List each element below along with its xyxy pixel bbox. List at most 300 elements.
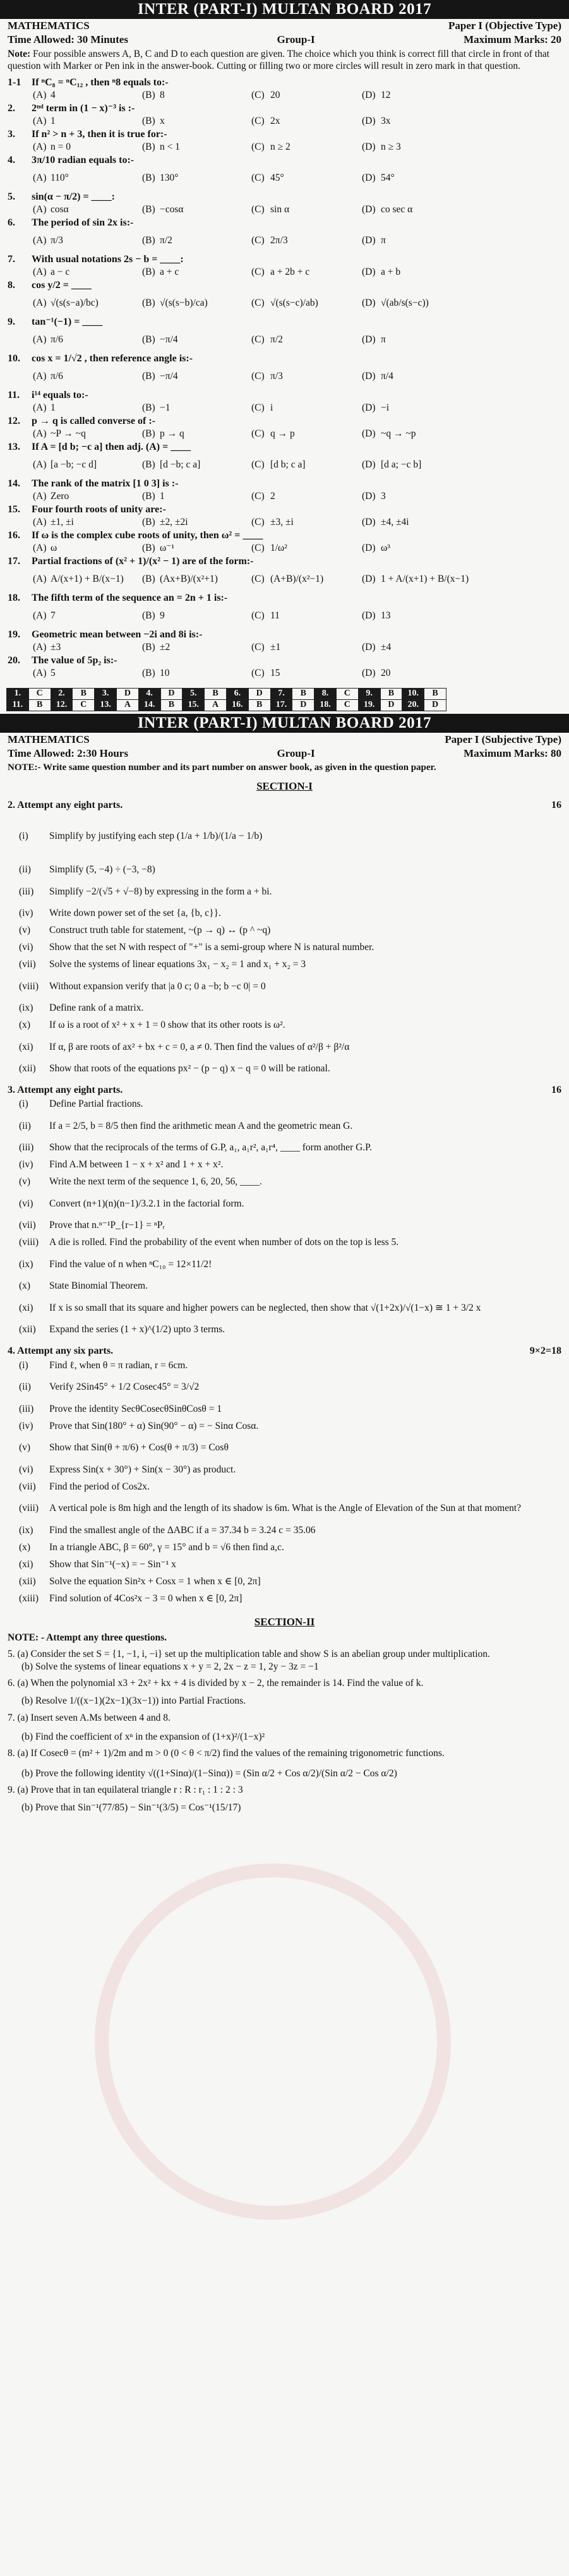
option-b: 10 xyxy=(160,667,170,678)
part-number: (xi) xyxy=(19,1041,33,1052)
option-d: ω³ xyxy=(381,542,390,553)
option-a: 1 xyxy=(51,402,56,413)
question-text: Partial fractions of (x² + 1)/(x² − 1) are of the form:- xyxy=(32,555,254,567)
part-number: (i) xyxy=(19,1098,28,1110)
option-d-label: (D) xyxy=(362,402,376,413)
options-row xyxy=(8,141,561,154)
option-c-label: (C) xyxy=(251,402,265,413)
part-text: Find the period of Cos2x. xyxy=(49,1481,150,1492)
option-a: 7 xyxy=(51,610,56,622)
options-row xyxy=(8,328,561,352)
question-text: The period of sin 2x is:- xyxy=(32,217,134,228)
option-c-label: (C) xyxy=(251,115,265,126)
part-number: (v) xyxy=(19,925,31,936)
option-a: [a −b; −c d] xyxy=(51,459,97,471)
option-c-label: (C) xyxy=(251,203,265,215)
part-number: (ii) xyxy=(19,1120,31,1131)
key-answer: B xyxy=(73,688,95,699)
long-question-part: (b) Prove the following identity √((1+Sinα)/(1−Sinα)) = (Sin α/2 + Cos α/2)/(Sin α/2 − Cos α/2) xyxy=(21,1767,397,1779)
key-number: 20. xyxy=(402,699,424,711)
part-number: (x) xyxy=(19,1280,31,1292)
part-number: (xii) xyxy=(19,1063,36,1074)
paper-type: Paper I (Subjective Type) xyxy=(445,733,561,745)
key-answer: C xyxy=(73,699,95,711)
option-c: π/3 xyxy=(270,371,283,382)
option-a: π/3 xyxy=(51,235,63,246)
question-stem xyxy=(8,529,561,542)
option-d-label: (D) xyxy=(362,141,376,152)
option-a-label: (A) xyxy=(33,610,47,622)
option-b-label: (B) xyxy=(142,641,155,653)
option-a: ±3 xyxy=(51,641,61,653)
group-label: Group-I xyxy=(277,33,315,45)
option-b-label: (B) xyxy=(142,298,155,309)
option-b: −π/4 xyxy=(160,334,178,346)
short-question xyxy=(0,1096,569,1113)
long-question-part: (b) Prove that Sin⁻¹(77/85) − Sin⁻¹(3/5) = Cos⁻¹(15/17) xyxy=(21,1802,241,1814)
part-text: Define rank of a matrix. xyxy=(49,1002,144,1014)
question-number: 13. xyxy=(8,441,20,452)
question-number: 8. xyxy=(8,279,15,291)
option-b: n < 1 xyxy=(160,141,180,152)
key-answer: B xyxy=(160,699,183,711)
subject-label: MATHEMATICS xyxy=(8,733,90,745)
question-number: 3. xyxy=(8,128,15,140)
option-c-label: (C) xyxy=(251,334,265,346)
mcq-question xyxy=(0,629,569,654)
option-c-label: (C) xyxy=(251,235,265,246)
option-d: n ≥ 3 xyxy=(381,141,401,152)
option-a-label: (A) xyxy=(33,490,47,502)
question-number: 5. xyxy=(8,191,15,202)
part-number: (xii) xyxy=(19,1324,36,1335)
key-answer: B xyxy=(248,699,270,711)
options-row xyxy=(8,203,561,217)
long-question xyxy=(0,1677,569,1707)
option-a-label: (A) xyxy=(33,402,47,413)
key-number: 3. xyxy=(95,688,117,699)
option-b: x xyxy=(160,115,165,126)
key-number: 19. xyxy=(358,699,380,711)
option-a-label: (A) xyxy=(33,235,47,246)
option-b-label: (B) xyxy=(142,402,155,413)
key-number: 11. xyxy=(7,699,29,711)
short-question xyxy=(0,1061,569,1078)
short-question xyxy=(0,1157,569,1174)
short-question xyxy=(0,1234,569,1251)
part-text: Find A.M between 1 − x + x² and 1 + x + x². xyxy=(49,1159,224,1171)
part-text: A die is rolled. Find the probability of the event when number of dots on the top is less 5. xyxy=(49,1237,399,1248)
question-stem xyxy=(8,253,561,266)
short-question xyxy=(0,1417,569,1435)
question-text: sin(α − π/2) = ____: xyxy=(32,191,115,202)
question-stem xyxy=(8,654,561,667)
option-a: 110° xyxy=(51,172,69,184)
option-b: (Ax+B)/(x²+1) xyxy=(160,574,218,585)
key-answer: D xyxy=(380,699,402,711)
option-b-label: (B) xyxy=(142,542,155,553)
option-a: ±1, ±i xyxy=(51,516,74,527)
key-answer: B xyxy=(380,688,402,699)
option-b: a + c xyxy=(160,266,179,277)
section-note: NOTE: - Attempt any three questions. xyxy=(8,1632,167,1643)
part-number: (i) xyxy=(19,1359,28,1371)
key-number: 10. xyxy=(402,688,424,699)
option-b: p → q xyxy=(160,428,184,439)
subjective-header-row1 xyxy=(0,733,569,747)
question-heading: 2. Attempt any eight parts. 16 xyxy=(8,799,561,810)
question-text: If ω is the complex cube roots of unity, then ω² = ____ xyxy=(32,529,263,541)
key-number: 17. xyxy=(270,699,292,711)
question-stem xyxy=(8,279,561,292)
option-c: sin α xyxy=(270,203,290,215)
option-a-label: (A) xyxy=(33,89,47,100)
part-text: A vertical pole is 8m high and the length of its shadow is 6m. What is the Angle of Elevation of the Sun at that moment? xyxy=(49,1503,522,1514)
option-d: √(ab/s(s−c)) xyxy=(381,298,429,309)
option-a: cosα xyxy=(51,203,69,215)
part-text: Show that Sin⁻¹(−x) = − Sin⁻¹ x xyxy=(49,1558,176,1570)
mcq-question xyxy=(0,279,569,316)
option-b-label: (B) xyxy=(142,428,155,439)
option-c: (A+B)/(x²−1) xyxy=(270,574,324,585)
short-question xyxy=(0,1140,569,1157)
short-question xyxy=(0,1400,569,1417)
option-c-label: (C) xyxy=(251,266,265,277)
option-c: ±3, ±i xyxy=(270,516,294,527)
subjective-banner: INTER (PART-I) MULTAN BOARD 2017 xyxy=(0,714,569,733)
key-answer: D xyxy=(424,699,446,711)
short-question xyxy=(0,1357,569,1374)
question-stem xyxy=(8,102,561,115)
option-b-label: (B) xyxy=(142,115,155,126)
key-number: 5. xyxy=(183,688,205,699)
key-answer: B xyxy=(28,699,51,711)
question-number: 10. xyxy=(8,352,20,364)
long-question xyxy=(0,1747,569,1780)
subjective-header-row2 xyxy=(0,747,569,761)
option-c-label: (C) xyxy=(251,172,265,184)
question-stem xyxy=(8,316,561,328)
long-question-part: 9. (a) Prove that in tan equilateral triangle r : R : r₁ : 1 : 2 : 3 xyxy=(8,1785,243,1796)
section-title: SECTION-II xyxy=(254,1616,315,1628)
option-d: 3x xyxy=(381,115,391,126)
question-number: 11. xyxy=(8,389,20,400)
question-number: 19. xyxy=(8,629,20,640)
question-heading: 3. Attempt any eight parts. 16 xyxy=(8,1085,561,1096)
part-number: (xi) xyxy=(19,1302,33,1313)
option-a-label: (A) xyxy=(33,203,47,215)
question-stem xyxy=(8,415,561,428)
option-a-label: (A) xyxy=(33,459,47,471)
option-b-label: (B) xyxy=(142,490,155,502)
option-b: −π/4 xyxy=(160,371,178,382)
option-c: 2x xyxy=(270,115,280,126)
option-a-label: (A) xyxy=(33,298,47,309)
short-question xyxy=(0,1000,569,1017)
option-d: co sec α xyxy=(381,203,413,215)
part-number: (i) xyxy=(19,830,28,841)
option-c-label: (C) xyxy=(251,428,265,439)
option-b: π/2 xyxy=(160,235,172,246)
option-a: π/6 xyxy=(51,371,63,382)
option-a: √(s(s−a)/bc) xyxy=(51,298,99,309)
short-question xyxy=(0,1017,569,1034)
key-answer: D xyxy=(292,699,314,711)
option-d: π xyxy=(381,235,386,246)
key-answer: D xyxy=(116,688,138,699)
options-row xyxy=(8,542,561,555)
part-number: (iv) xyxy=(19,1159,33,1171)
part-text: If x is so small that its square and higher powers can be neglected, then show that √(1+2x)/√(1−x) ≅ 1 + 3/2 x xyxy=(49,1302,481,1313)
part-number: (iii) xyxy=(19,886,34,897)
part-text: Show that Sin(θ + π/6) + Cos(θ + π/3) = Cosθ xyxy=(49,1442,229,1454)
question-text: With usual notations 2s − b = ____: xyxy=(32,253,184,265)
options-row xyxy=(8,89,561,102)
option-d-label: (D) xyxy=(362,235,376,246)
option-a: n = 0 xyxy=(51,141,71,152)
options-row xyxy=(8,292,561,316)
subjective-note: NOTE:- Write same question number and its part number on answer book, as given in the question paper. xyxy=(8,762,436,773)
long-question-part: 8. (a) If Cosecθ = (m² + 1)/2m and m > 0 (0 < θ < π/2) find the values of the remaining trigonometric functions. xyxy=(8,1747,445,1759)
key-number: 12. xyxy=(51,699,73,711)
mcq-question xyxy=(0,102,569,128)
part-text: Write down power set of the set {a, {b, c}}. xyxy=(49,908,221,919)
option-d-label: (D) xyxy=(362,667,376,678)
question-heading: 4. Attempt any six parts. 9×2=18 xyxy=(8,1345,561,1357)
mcq-question xyxy=(0,555,569,592)
option-a-label: (A) xyxy=(33,574,47,585)
option-c-label: (C) xyxy=(251,490,265,502)
option-b-label: (B) xyxy=(142,203,155,215)
part-text: Simplify by justifying each step (1/a + 1/b)/(1/a − 1/b) xyxy=(49,830,263,841)
option-a-label: (A) xyxy=(33,334,47,346)
part-text: Show that roots of the equations px² − (p − q) x − q = 0 will be rational. xyxy=(49,1063,330,1074)
option-b-label: (B) xyxy=(142,574,155,585)
option-a: 4 xyxy=(51,89,56,100)
question-stem xyxy=(8,441,561,454)
max-marks: Maximum Marks: 20 xyxy=(464,33,561,45)
key-answer: C xyxy=(28,688,51,699)
part-number: (xi) xyxy=(19,1558,33,1570)
option-b: [d −b; c a] xyxy=(160,459,201,471)
options-row xyxy=(8,229,561,253)
short-question xyxy=(0,879,569,905)
option-b-label: (B) xyxy=(142,610,155,622)
question-number: 6. xyxy=(8,217,15,228)
part-number: (iii) xyxy=(19,1142,34,1153)
option-a: 1 xyxy=(51,115,56,126)
mcq-question xyxy=(0,478,569,503)
question-stem xyxy=(8,352,561,365)
mcq-question xyxy=(0,76,569,102)
question-text: If A = [d b; −c a] then adj. (A) = ____ xyxy=(32,441,191,452)
option-a: ω xyxy=(51,542,57,553)
option-b: −1 xyxy=(160,402,171,413)
option-c-label: (C) xyxy=(251,89,265,100)
mcq-question xyxy=(0,592,569,629)
option-b: 8 xyxy=(160,89,165,100)
option-d: 54° xyxy=(381,172,395,184)
option-d: a + b xyxy=(381,266,401,277)
question-text: Four fourth roots of unity are:- xyxy=(32,503,166,515)
mcq-question xyxy=(0,654,569,680)
short-question-list xyxy=(0,1357,569,1607)
options-row xyxy=(8,667,561,680)
long-question-part: (b) Solve the systems of linear equations x + y = 2, 2x − z = 1, 2y − 3z = −1 xyxy=(21,1661,319,1673)
option-b: 9 xyxy=(160,610,165,622)
option-a: π/6 xyxy=(51,334,63,346)
long-question xyxy=(0,1712,569,1743)
long-question-part: (b) Find the coefficient of xⁿ in the expansion of (1+x)²/(1−x)² xyxy=(21,1731,265,1742)
part-number: (v) xyxy=(19,1176,31,1188)
options-row xyxy=(8,365,561,389)
key-answer: D xyxy=(248,688,270,699)
part-number: (iv) xyxy=(19,1420,33,1431)
objective-header-row2 xyxy=(0,33,569,47)
option-d: ~q → ~p xyxy=(381,428,416,439)
part-number: (x) xyxy=(19,1541,31,1553)
part-text: Define Partial fractions. xyxy=(49,1098,143,1110)
option-d-label: (D) xyxy=(362,610,376,622)
part-text: Prove that n.ⁿ⁻¹P_{r−1} = ⁿPᵣ xyxy=(49,1220,165,1231)
option-d-label: (D) xyxy=(362,172,376,184)
question-number: 14. xyxy=(8,478,20,489)
option-b-label: (B) xyxy=(142,334,155,346)
key-answer: B xyxy=(424,688,446,699)
part-number: (xiii) xyxy=(19,1592,39,1604)
part-number: (x) xyxy=(19,1020,31,1031)
option-c: ±1 xyxy=(270,641,281,653)
short-question xyxy=(0,1556,569,1573)
option-d: π xyxy=(381,334,386,346)
option-c: 2π/3 xyxy=(270,235,288,246)
option-d: ±4, ±4i xyxy=(381,516,409,527)
mcq-question xyxy=(0,316,569,352)
option-d: 1 + A/(x+1) + B/(x−1) xyxy=(381,574,469,585)
key-number: 15. xyxy=(183,699,205,711)
options-row xyxy=(8,402,561,415)
question-number: 15. xyxy=(8,503,20,515)
option-c-label: (C) xyxy=(251,516,265,527)
option-c-label: (C) xyxy=(251,542,265,553)
part-text: Verify 2Sin45° + 1/2 Cosec45° = 3/√2 xyxy=(49,1381,200,1393)
part-text: Simplify (5, −4) ÷ (−3, −8) xyxy=(49,864,155,876)
part-text: Find the value of n when ⁿC₁₀ = 12×11/2! xyxy=(49,1258,212,1270)
short-question xyxy=(0,1174,569,1191)
part-text: Prove that Sin(180° + α) Sin(90° − α) = − Sinα Cosα. xyxy=(49,1420,259,1431)
question-text: 2ⁿᵈ term in (1 − x)⁻³ is :- xyxy=(32,102,135,114)
option-b-label: (B) xyxy=(142,667,155,678)
option-d: 3 xyxy=(381,490,386,502)
mcq-question xyxy=(0,253,569,279)
part-number: (v) xyxy=(19,1442,31,1454)
part-number: (iii) xyxy=(19,1403,34,1414)
short-question xyxy=(0,905,569,922)
question-text: i¹⁴ equals to:- xyxy=(32,389,88,400)
question-stem xyxy=(8,217,561,229)
key-number: 6. xyxy=(226,688,248,699)
option-d-label: (D) xyxy=(362,371,376,382)
option-d-label: (D) xyxy=(362,428,376,439)
option-c: a + 2b + c xyxy=(270,266,310,277)
key-answer: B xyxy=(205,688,227,699)
part-text: If α, β are roots of ax² + bx + c = 0, a ≠ 0. Then find the values of α²/β + β²/α xyxy=(49,1041,350,1052)
key-number: 8. xyxy=(314,688,337,699)
option-c: 2 xyxy=(270,490,275,502)
question-stem xyxy=(8,128,561,141)
long-question-part: (b) Resolve 1/((x−1)(2x−1)(3x−1)) into Partial Fractions. xyxy=(21,1695,246,1707)
key-number: 1. xyxy=(7,688,29,699)
key-answer: C xyxy=(336,688,358,699)
options-row xyxy=(8,454,561,478)
option-c-label: (C) xyxy=(251,371,265,382)
option-d-label: (D) xyxy=(362,490,376,502)
answer-key xyxy=(6,688,446,711)
option-d-label: (D) xyxy=(362,334,376,346)
part-text: Show that the reciprocals of the terms of G.P, a₁, a₁r², a₁r⁴, ____ form another G.P. xyxy=(49,1142,372,1153)
option-a-label: (A) xyxy=(33,542,47,553)
option-a: a − c xyxy=(51,266,70,277)
part-number: (vii) xyxy=(19,1220,36,1231)
question-number: 16. xyxy=(8,529,20,541)
mcq-list xyxy=(0,76,569,680)
option-d-label: (D) xyxy=(362,266,376,277)
part-number: (viii) xyxy=(19,1237,39,1248)
short-question xyxy=(0,1435,569,1461)
question-stem xyxy=(8,76,561,89)
part-text: In a triangle ABC, β = 60°, γ = 15° and b = √6 then find a,c. xyxy=(49,1541,284,1553)
long-question-part: 7. (a) Insert seven A.Ms between 4 and 8. xyxy=(8,1712,171,1723)
short-question xyxy=(0,922,569,939)
question-number: 7. xyxy=(8,253,15,265)
part-number: (viii) xyxy=(19,980,39,992)
options-row xyxy=(8,568,561,592)
part-number: (vi) xyxy=(19,1198,33,1209)
part-number: (ii) xyxy=(19,864,31,876)
answer-key-row xyxy=(7,688,446,699)
option-a-label: (A) xyxy=(33,115,47,126)
option-c: √(s(s−c)/ab) xyxy=(270,298,318,309)
option-a-label: (A) xyxy=(33,428,47,439)
option-c: [d b; c a] xyxy=(270,459,306,471)
option-b: ω⁻¹ xyxy=(160,542,175,553)
part-text: State Binomial Theorem. xyxy=(49,1280,148,1292)
key-answer: D xyxy=(160,688,183,699)
option-a: ~P → ~q xyxy=(51,428,86,439)
part-text: Convert (n+1)(n)(n−1)/3.2.1 in the factorial form. xyxy=(49,1198,244,1209)
part-text: Show that the set N with respect of "+" is a semi-group where N is natural number. xyxy=(49,942,374,953)
long-question xyxy=(0,1784,569,1814)
part-text: If a = 2/5, b = 8/5 then find the arithmetic mean A and the geometric mean G. xyxy=(49,1120,353,1131)
question-text: The value of 5p₂ is:- xyxy=(32,654,117,666)
question-text: p → q is called converse of :- xyxy=(32,415,155,426)
part-text: Find solution of 4Cos²x − 3 = 0 when x ∈ [0, 2π] xyxy=(49,1592,243,1604)
option-a-label: (A) xyxy=(33,516,47,527)
short-question xyxy=(0,1251,569,1278)
question-text: The fifth term of the sequence an = 2n + 1 is:- xyxy=(32,592,228,603)
question-text: Geometric mean between −2i and 8i is:- xyxy=(32,629,203,640)
question-number: 20. xyxy=(8,654,20,666)
mcq-question xyxy=(0,503,569,529)
question-text: cos y/2 = ____ xyxy=(32,279,92,291)
option-d: 20 xyxy=(381,667,391,678)
part-number: (ix) xyxy=(19,1002,33,1014)
option-d-label: (D) xyxy=(362,641,376,653)
question-text: tan⁻¹(−1) = ____ xyxy=(32,316,103,327)
short-question xyxy=(0,1034,569,1061)
group-label: Group-I xyxy=(277,747,315,759)
option-d: [d a; −c b] xyxy=(381,459,422,471)
